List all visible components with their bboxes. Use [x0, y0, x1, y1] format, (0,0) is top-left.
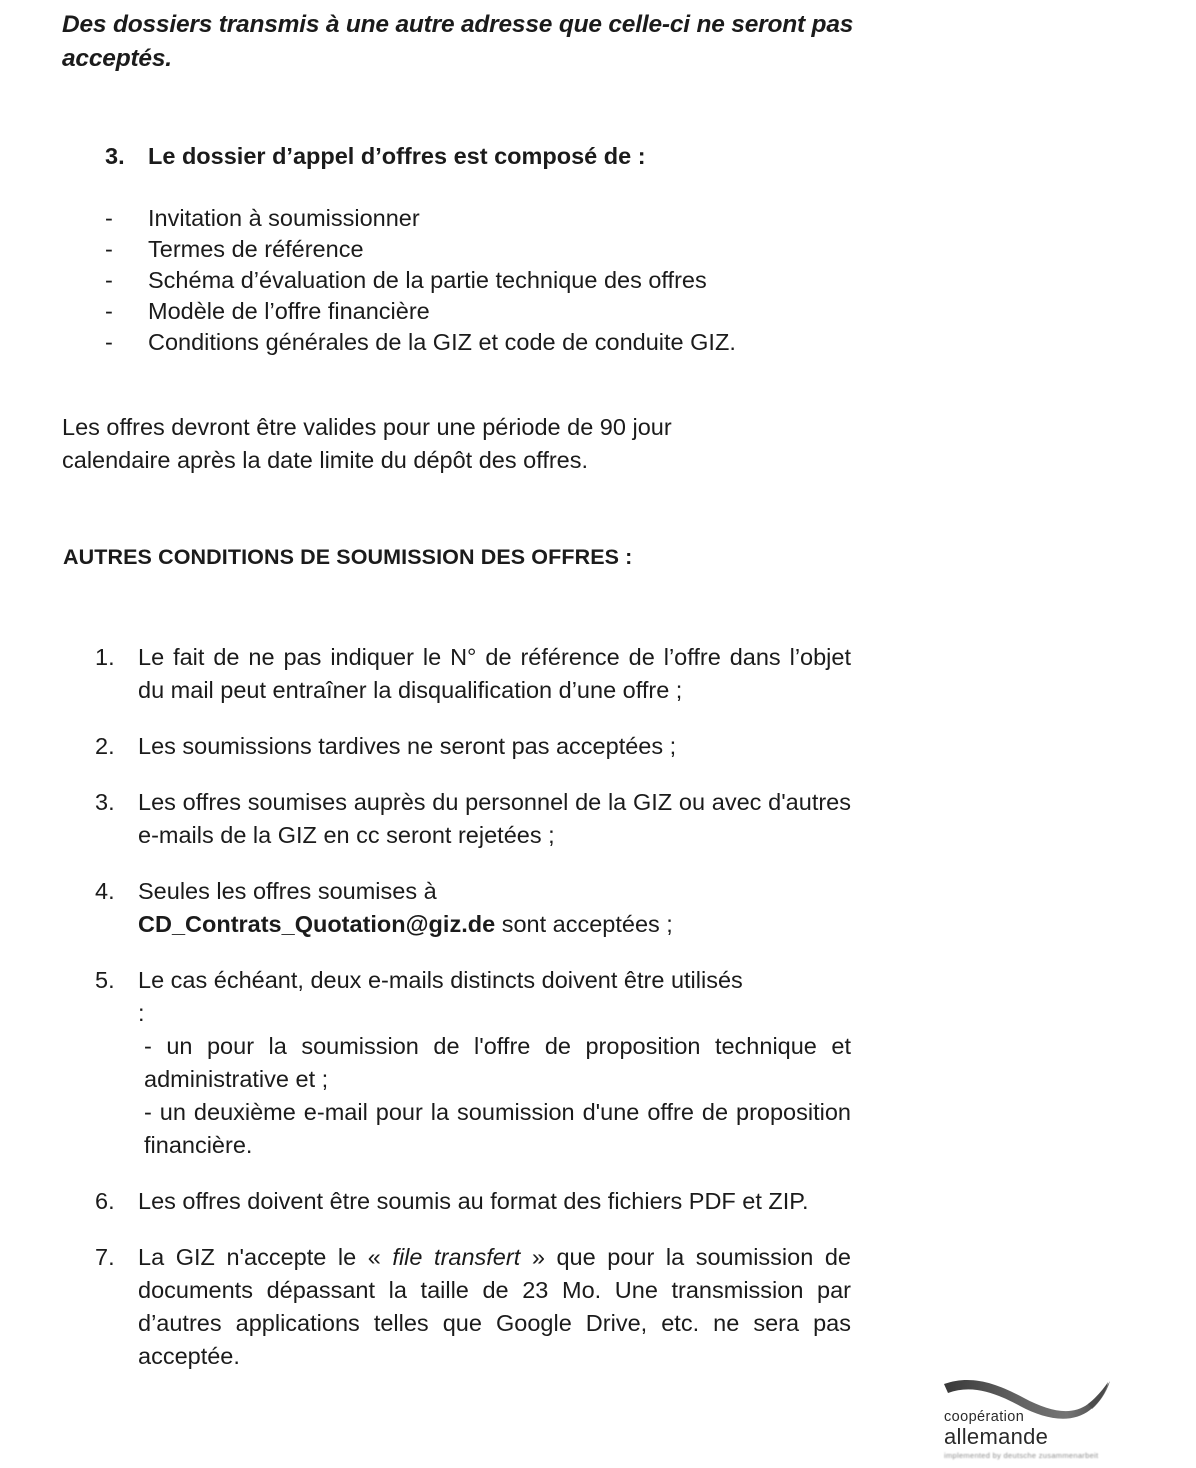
condition-text: Le fait de ne pas indiquer le N° de référence de l’offre dans l’objet du mail peut entraîner la disqualification d’une offre ; — [138, 644, 851, 703]
condition-item-5 — [95, 964, 851, 1162]
condition-sub-line-2: - un deuxième e-mail pour la soumission d'une offre de proposition financière. — [144, 1099, 851, 1158]
list-item-label: Conditions générales de la GIZ et code de conduite GIZ. — [148, 329, 736, 355]
condition-colon-line: : — [138, 1000, 145, 1026]
list-item-label: Schéma d’évaluation de la partie technique des offres — [148, 267, 707, 293]
condition-item-2 — [95, 730, 851, 763]
lead-paragraph: Des dossiers transmis à une autre adresse que celle-ci ne seront pas acceptés. — [62, 11, 854, 72]
condition-text-main: Le cas échéant, deux e-mails distincts doivent être utilisés — [138, 967, 743, 993]
condition-item-4 — [95, 875, 851, 941]
logo-tagline: implemented by deutsche zusammenarbeit — [944, 1450, 1099, 1460]
validity-paragraph-line-1: Les offres devront être valides pour une période de 90 jour — [62, 414, 672, 440]
condition-marker: 1. — [95, 644, 115, 670]
dash-bullet-icon: - — [105, 329, 113, 355]
condition-text: Les offres doivent être soumis au format des fichiers PDF et ZIP. — [138, 1188, 809, 1214]
condition-item-6 — [95, 1185, 851, 1218]
heading-item-text: Le dossier d’appel d’offres est composé de : — [148, 143, 646, 169]
condition-item-3 — [95, 786, 851, 852]
list-item — [105, 234, 885, 265]
logo-line-2: allemande — [944, 1423, 1049, 1449]
condition-marker: 3. — [95, 789, 115, 815]
condition-text: Les soumissions tardives ne seront pas acceptées ; — [138, 733, 677, 759]
condition-marker: 7. — [95, 1244, 115, 1270]
heading-item-marker: 3. — [105, 143, 125, 169]
contact-email: CD_Contrats_Quotation@giz.de — [138, 911, 496, 937]
german-cooperation-logo — [938, 1368, 1150, 1464]
list-item — [105, 265, 885, 296]
list-item — [105, 203, 885, 234]
dash-bullet-icon: - — [105, 298, 113, 324]
list-item-label: Termes de référence — [148, 236, 364, 262]
list-item-label: Modèle de l’offre financière — [148, 298, 430, 324]
list-item-label: Invitation à soumissionner — [148, 205, 420, 231]
condition-text — [138, 964, 851, 1162]
condition-text-before: La GIZ n'accepte le « — [138, 1244, 381, 1270]
condition-text: Les offres soumises auprès du personnel de la GIZ ou avec d'autres e-mails de la GIZ en cc seront rejetées ; — [138, 789, 851, 848]
condition-marker: 2. — [95, 733, 115, 759]
dash-bullet-icon: - — [105, 236, 113, 262]
logo-line-1: coopération — [944, 1409, 1025, 1425]
validity-paragraph-line-2: calendaire après la date limite du dépôt des offres. — [62, 447, 589, 473]
condition-text-after: sont acceptées ; — [501, 911, 673, 937]
section-heading: AUTRES CONDITIONS DE SOUMISSION DES OFFRES : — [63, 545, 633, 569]
condition-sub-line-1: - un pour la soumission de l'offre de proposition technique et administrative et ; — [144, 1033, 851, 1092]
dash-bullet-icon: - — [105, 205, 113, 231]
dash-bullet-list — [105, 203, 885, 358]
condition-item-7 — [95, 1241, 851, 1373]
heading-item-3 — [105, 140, 865, 172]
conditions-list — [95, 641, 851, 1396]
list-item — [105, 327, 885, 358]
condition-marker: 5. — [95, 967, 115, 993]
condition-text-after: » que pour la soumission de documents dépassant la taille de 23 Mo. Une transmission par d’autres applications telles que Google Drive, etc. ne sera pas acceptée. — [138, 1244, 851, 1369]
condition-marker: 4. — [95, 878, 115, 904]
dash-bullet-icon: - — [105, 267, 113, 293]
condition-text-before: Seules les offres soumises à — [138, 878, 437, 904]
validity-paragraph — [62, 411, 848, 477]
list-item — [105, 296, 885, 327]
condition-text-italic: file transfert — [392, 1244, 521, 1270]
condition-marker: 6. — [95, 1188, 115, 1214]
condition-item-1 — [95, 641, 851, 707]
condition-text — [138, 1241, 851, 1373]
logo-wordmark — [944, 1410, 1098, 1459]
condition-text — [138, 875, 851, 941]
